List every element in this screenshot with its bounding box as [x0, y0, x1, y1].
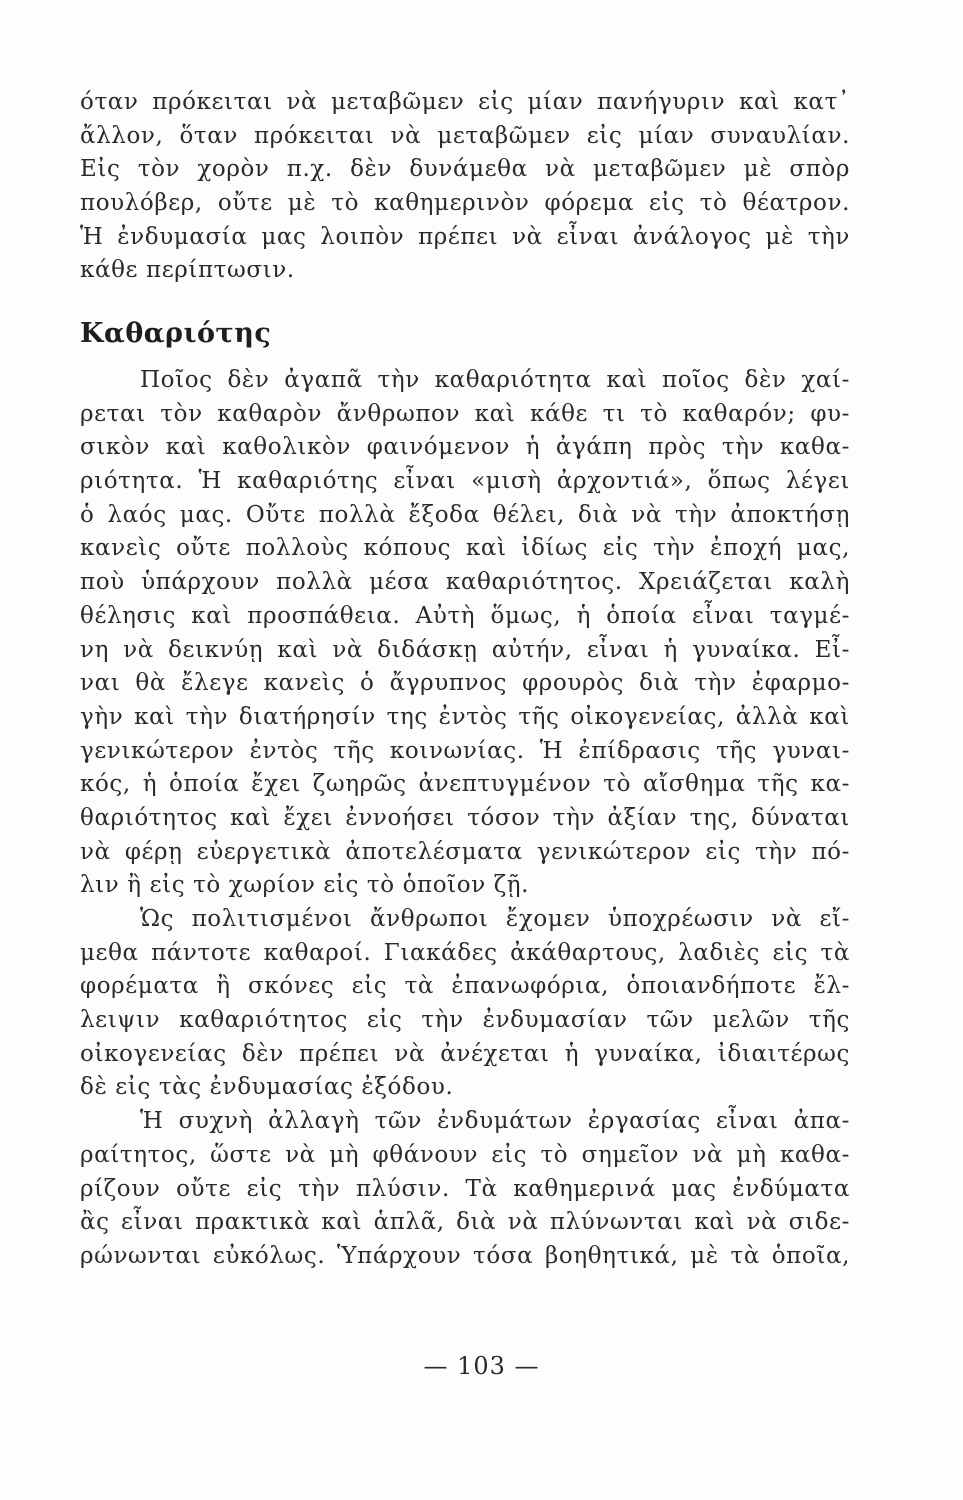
text-line: φορέματα ἢ σκόνες εἰς τὰ ἐπανωφόρια, ὁποιανδήποτε ἔλ- [80, 973, 850, 1000]
text-line: ρώνωνται εὐκόλως. Ὑπάρχουν τόσα βοηθητικά, μὲ τὰ ὁποῖα, [80, 1242, 850, 1269]
text-line: κανεὶς οὔτε πολλοὺς κόπους καὶ ἰδίως εἰς τὴν ἐποχή μας, [80, 535, 850, 562]
section-body [80, 364, 850, 1274]
page-number: — 103 — [423, 1352, 540, 1380]
text-line: νὰ φέρῃ εὐεργετικὰ ἀποτελέσματα γενικώτερον εἰς τὴν πό- [80, 838, 850, 865]
text-line: ποὺ ὑπάρχουν πολλὰ μέσα καθαριότητος. Χρειάζεται καλὴ [80, 569, 850, 596]
text-line: Ὡς πολιτισμένοι ἄνθρωποι ἔχομεν ὑποχρέωσιν νὰ εἴ- [140, 906, 850, 932]
text-line: ὁ λαός μας. Οὔτε πολλὰ ἔξοδα θέλει, διὰ νὰ τὴν ἀποκτήσῃ [80, 501, 850, 528]
text-line: θαριότητος καὶ ἔχει ἐννοήσει τόσον τὴν ἀξίαν της, δύναται [80, 804, 850, 831]
text-line: Ἡ συχνὴ ἀλλαγὴ τῶν ἐνδυμάτων ἐργασίας εἶναι ἀπα- [140, 1108, 850, 1135]
text-line: όταν πρόκειται νὰ μεταβῶμεν εἰς μίαν πανήγυριν καὶ κατ᾽ [80, 89, 850, 115]
text-line: ραίτητος, ὥστε νὰ μὴ φθάνουν εἰς τὸ σημεῖον νὰ μὴ καθα- [80, 1141, 850, 1168]
text-line: κάθε περίπτωσιν. [80, 257, 295, 284]
text-line: γενικώτερον ἐντὸς τῆς κοινωνίας. Ἡ ἐπίδρασις τῆς γυναι- [80, 737, 850, 764]
text-line: μεθα πάντοτε καθαροί. Γιακάδες ἀκάθαρτους, λαδιὲς εἰς τὰ [80, 939, 850, 966]
text-line: λειψιν καθαριότητος εἰς τὴν ἐνδυμασίαν τῶν μελῶν τῆς [80, 1007, 850, 1034]
text-line: ναι θὰ ἔλεγε κανεὶς ὁ ἄγρυπνος φρουρὸς διὰ τὴν ἐφαρμο- [80, 670, 850, 697]
section-heading: Καθαριότης [80, 318, 272, 349]
intro-paragraph [80, 86, 850, 288]
text-line: ριότητα. Ἡ καθαριότης εἶναι «μισὴ ἀρχοντιά», ὅπως λέγει [80, 468, 850, 495]
text-line: ρεται τὸν καθαρὸν ἄνθρωπον καὶ κάθε τι τὸ καθαρόν; φυ- [80, 400, 850, 427]
text-line: νη νὰ δεικνύῃ καὶ νὰ διδάσκῃ αὐτήν, εἶναι ἡ γυναίκα. Εἶ- [80, 636, 850, 663]
text-line: κός, ἡ ὁποία ἔχει ζωηρῶς ἀνεπτυγμένον τὸ αἴσθημα τῆς κα- [80, 771, 850, 798]
text-line: οἰκογενείας δὲν πρέπει νὰ ἀνέχεται ἡ γυναίκα, ἰδιαιτέρως [80, 1040, 850, 1067]
text-line: θέλησις καὶ προσπάθεια. Αὐτὴ ὅμως, ἡ ὁποία εἶναι ταγμέ- [80, 602, 850, 629]
text-line: Ποῖος δὲν ἀγαπᾶ τὴν καθαριότητα καὶ ποῖος δὲν χαί- [140, 367, 850, 393]
text-line: ἄλλον, ὅταν πρόκειται νὰ μεταβῶμεν εἰς μίαν συναυλίαν. [80, 122, 850, 149]
text-line: λιν ἢ εἰς τὸ χωρίον εἰς τὸ ὁποῖον ζῇ. [80, 872, 530, 899]
text-line: Ἡ ἐνδυμασία μας λοιπὸν πρέπει νὰ εἶναι ἀνάλογος μὲ τὴν [80, 223, 850, 250]
text-line: Εἰς τὸν χορὸν π.χ. δὲν δυνάμεθα νὰ μεταβῶμεν μὲ σπὸρ [80, 156, 850, 183]
text-line: δὲ εἰς τὰς ἐνδυμασίας ἐξόδου. [80, 1074, 454, 1101]
text-line: ρίζουν οὔτε εἰς τὴν πλύσιν. Τὰ καθημερινά μας ἐνδύματα [80, 1175, 850, 1202]
text-line: πουλόβερ, οὔτε μὲ τὸ καθημερινὸν φόρεμα εἰς τὸ θέατρον. [80, 190, 850, 217]
text-line: γὴν καὶ τὴν διατήρησίν της ἐντὸς τῆς οἰκογενείας, ἀλλὰ καὶ [80, 703, 850, 730]
text-line: ἂς εἶναι πρακτικὰ καὶ ἁπλᾶ, διὰ νὰ πλύνωνται καὶ νὰ σιδε- [80, 1209, 850, 1236]
text-line: σικὸν καὶ καθολικὸν φαινόμενον ἡ ἀγάπη πρὸς τὴν καθα- [80, 434, 850, 461]
